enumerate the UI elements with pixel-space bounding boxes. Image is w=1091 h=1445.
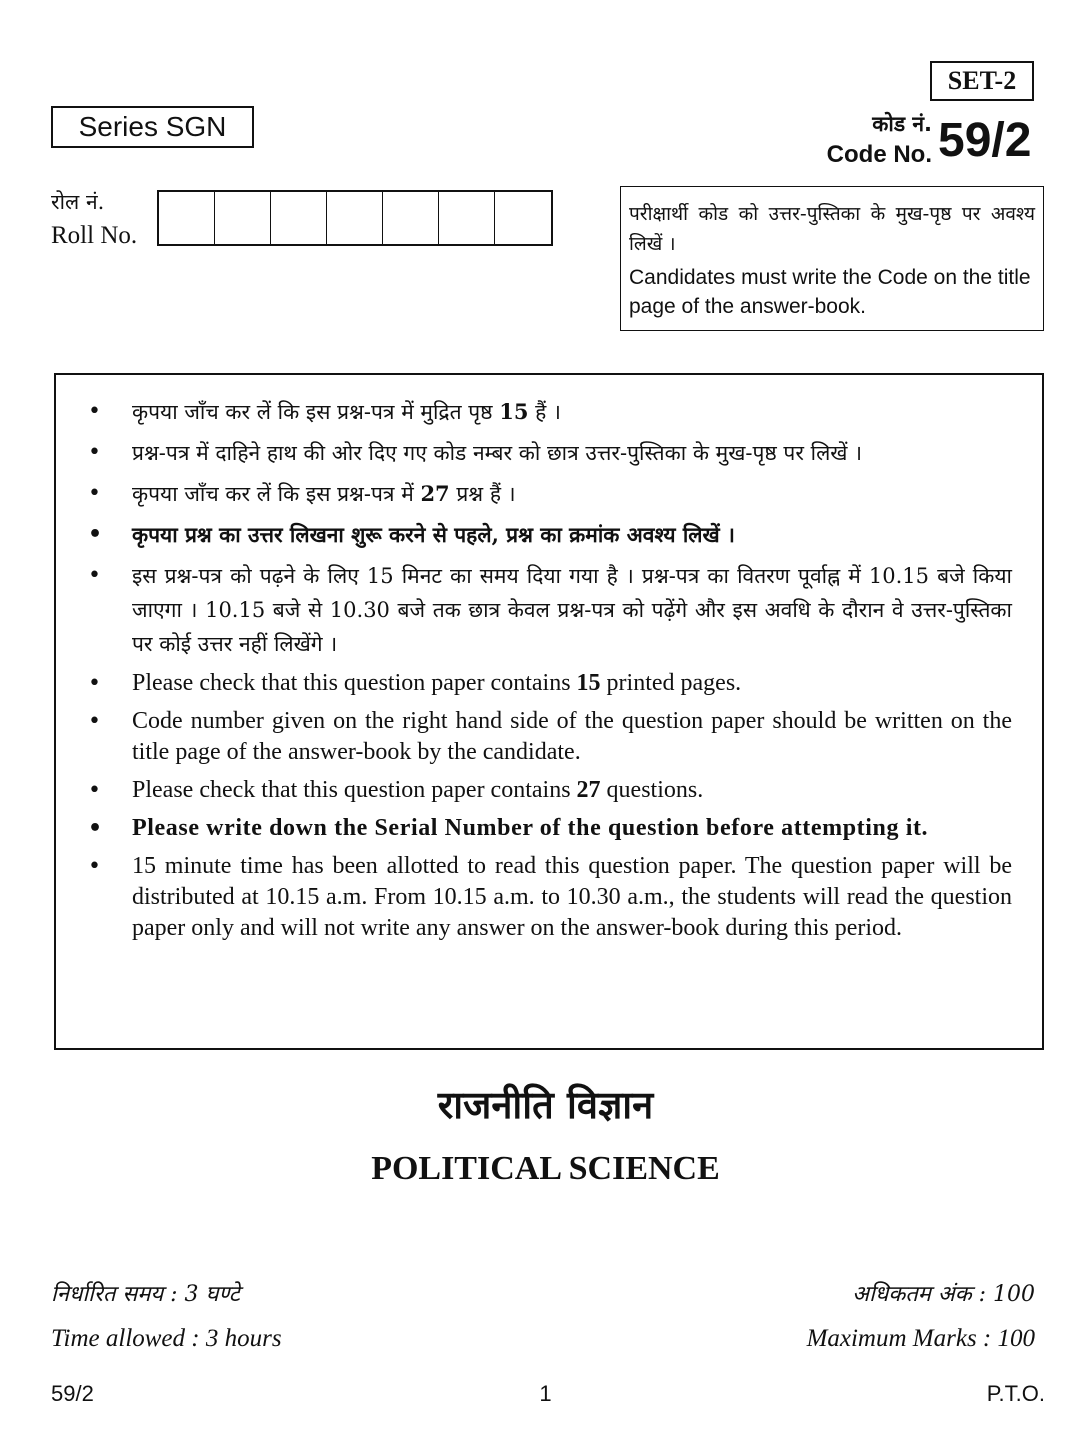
instruction-item: • इस प्रश्न-पत्र को पढ़ने के लिए 15 मिनट का समय दिया गया है । प्रश्न-पत्र का वितरण पूर्वाह्न में 10.15 बजे किया जाएगा । 10.15 बजे से 10.30 बजे तक छात्र केवल प्रश्न-पत्र को पढ़ेंगे और इस अवधि के दौरान वे उत्तर-पुस्तिका पर कोई उत्तर नहीं लिखेंगे । — [86, 559, 1012, 661]
roll-digit-box[interactable] — [159, 192, 215, 244]
roll-label-english: Roll No. — [51, 222, 138, 249]
subject-title-english: POLITICAL SCIENCE — [371, 1150, 720, 1187]
footer-code: 59/2 — [51, 1381, 94, 1406]
instruction-item: • कृपया प्रश्न का उत्तर लिखना शुरू करने से पहले, प्रश्न का क्रमांक अवश्य लिखें । — [86, 518, 1012, 552]
series-label: Series SGN — [51, 106, 254, 148]
please-turn-over: P.T.O. — [986, 1381, 1045, 1406]
page-number: 1 — [539, 1381, 552, 1406]
roll-digit-box[interactable] — [495, 192, 551, 244]
time-allowed-hindi: निर्धारित समय : 3 घण्टे — [51, 1282, 240, 1307]
instruction-item: • Please check that this question paper contains 15 printed pages. — [86, 668, 1012, 699]
instruction-item: • 15 minute time has been allotted to read this question paper. The question paper will be distributed at 10.15 a.m. From 10.15 a.m. to 10.30 a.m., the students will read the question paper only and will not write any answer on the answer-book during this period. — [86, 851, 1012, 944]
code-label-english: Code No. — [826, 141, 932, 168]
roll-label-hindi: रोल नं. — [51, 190, 105, 214]
instruction-item: • Please check that this question paper contains 27 questions. — [86, 775, 1012, 806]
maximum-marks-hindi: अधिकतम अंक : 100 — [852, 1282, 1035, 1307]
roll-digit-box[interactable] — [383, 192, 439, 244]
set-label: SET-2 — [930, 61, 1034, 101]
instruction-item: • कृपया जाँच कर लें कि इस प्रश्न-पत्र में मुद्रित पृष्ठ 15 हैं । — [86, 395, 1012, 429]
instruction-item: • कृपया जाँच कर लें कि इस प्रश्न-पत्र में 27 प्रश्न हैं । — [86, 477, 1012, 511]
instruction-item: • प्रश्न-पत्र में दाहिने हाथ की ओर दिए गए कोड नम्बर को छात्र उत्तर-पुस्तिका के मुख-पृष्ठ पर लिखें । — [86, 436, 1012, 470]
code-number: 59/2 — [938, 114, 1032, 167]
roll-digit-box[interactable] — [215, 192, 271, 244]
time-allowed-english: Time allowed : 3 hours — [51, 1325, 282, 1352]
roll-number-boxes — [157, 190, 553, 246]
instructions-box — [54, 373, 1044, 1050]
instruction-item: • Please write down the Serial Number of the question before attempting it. — [86, 813, 1012, 844]
code-instruction-hindi: परीक्षार्थी कोड को उत्तर-पुस्तिका के मुख-पृष्ठ पर अवश्य लिखें । — [629, 203, 1035, 255]
subject-title-hindi: राजनीति विज्ञान — [437, 1083, 654, 1127]
code-instruction-box — [620, 186, 1044, 331]
roll-digit-box[interactable] — [327, 192, 383, 244]
code-instruction-english: Candidates must write the Code on the title page of the answer-book. — [629, 266, 1031, 318]
code-label-hindi: कोड नं. — [872, 112, 932, 136]
maximum-marks-english: Maximum Marks : 100 — [806, 1325, 1035, 1352]
instruction-item: • Code number given on the right hand side of the question paper should be written on the title page of the answer-book by the candidate. — [86, 706, 1012, 768]
roll-digit-box[interactable] — [439, 192, 495, 244]
instructions-list — [86, 395, 1012, 944]
roll-digit-box[interactable] — [271, 192, 327, 244]
